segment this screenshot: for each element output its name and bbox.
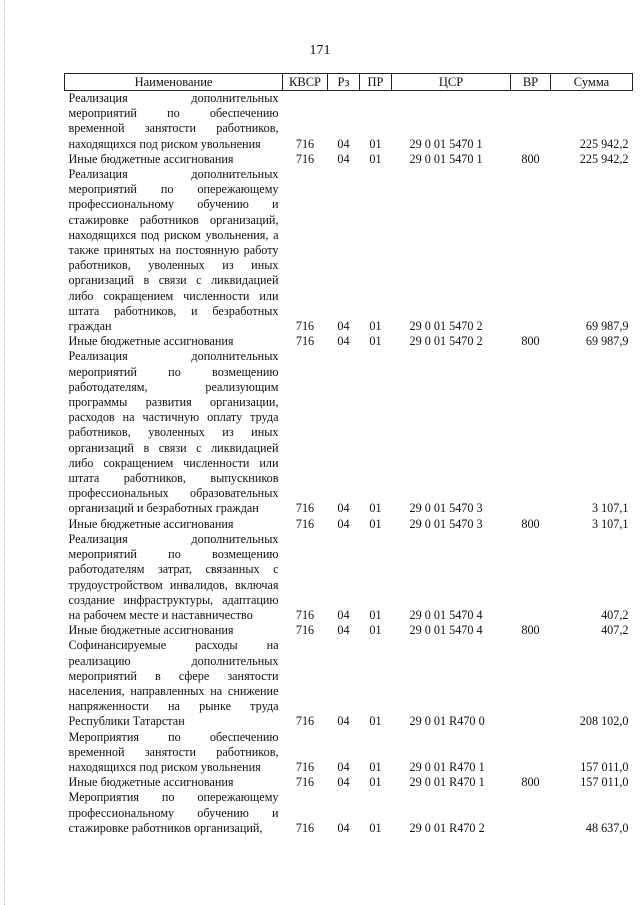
cell-rz: 04 <box>337 759 350 774</box>
cell-rz: 04 <box>337 501 350 516</box>
cell-sum: 225 942,2 <box>579 151 629 166</box>
cell-vr <box>511 349 551 516</box>
cell-name: Иные бюджетные ассигнования <box>68 516 234 531</box>
table-row <box>65 623 633 638</box>
header-name: Наименование <box>65 74 283 91</box>
cell-name: Реализация дополнительных мероприятий по возмещению работодателям затрат, связанных с трудоустройством инвалидов, включая создание инфраструктуры, адаптацию на рабочем месте и наставничество <box>68 531 279 622</box>
cell-kvsr: 716 <box>295 775 315 790</box>
cell-kvsr: 716 <box>295 820 315 835</box>
cell-sum: 69 987,9 <box>585 319 629 334</box>
cell-pr: 01 <box>369 759 382 774</box>
cell-rz: 04 <box>337 607 350 622</box>
cell-name: Мероприятия по опережающему профессиональному обучению и стажировке работников организаций, <box>68 790 279 835</box>
cell-name: Реализация дополнительных мероприятий по обеспечению временной занятости работников, находящихся под риском увольнения <box>68 91 279 151</box>
cell-rz: 04 <box>337 151 350 166</box>
cell-kvsr: 716 <box>295 319 315 334</box>
cell-vr: 800 <box>521 334 540 349</box>
cell-name: Реализация дополнительных мероприятий по возмещению работодателям, реализующим программы развития организации, расходов на частичную оплату труда работников, уволенных из иных организаций в связи с ликвидацией либо сокращением численности или штата работников, выпускников профессиональных образовательных организаций и безработных граждан <box>68 349 279 516</box>
cell-vr: 800 <box>521 151 540 166</box>
cell-rz: 04 <box>337 623 350 638</box>
cell-vr <box>511 730 551 776</box>
table-row <box>65 349 633 516</box>
cell-name: Софинансируемые расходы на реализацию дополнительных мероприятий в сфере занятости населения, направленных на снижение напряженности на рынке труда Республики Татарстан <box>68 638 279 729</box>
header-rz: Рз <box>328 74 360 91</box>
cell-name: Реализация дополнительных мероприятий по опережающему профессиональному обучению и стажировке работников организаций, находящихся под риском увольнения, а также принятых на постоянную работу работников, уволенных из иных организаций в связи с ликвидацией либо сокращением численности или штата работников, и безработных граждан <box>68 167 279 334</box>
cell-vr <box>511 790 551 836</box>
page-number: 171 <box>309 43 331 58</box>
table-row <box>65 334 633 349</box>
header-csr: ЦСР <box>392 74 511 91</box>
budget-table <box>64 73 633 836</box>
cell-sum: 157 011,0 <box>580 759 629 774</box>
cell-csr: 29 0 01 5470 4 <box>409 623 483 638</box>
cell-sum: 407,2 <box>601 623 629 638</box>
cell-pr: 01 <box>369 151 382 166</box>
header-pr: ПР <box>360 74 392 91</box>
cell-pr: 01 <box>369 775 382 790</box>
cell-rz: 04 <box>337 775 350 790</box>
table-row <box>65 730 633 776</box>
table-row <box>65 790 633 836</box>
cell-name: Иные бюджетные ассигнования <box>68 775 234 790</box>
cell-kvsr: 716 <box>295 714 315 729</box>
cell-kvsr: 716 <box>295 607 315 622</box>
cell-sum: 225 942,2 <box>579 136 629 151</box>
cell-kvsr: 716 <box>295 136 315 151</box>
cell-name: Иные бюджетные ассигнования <box>68 334 234 349</box>
cell-pr: 01 <box>369 607 382 622</box>
cell-pr: 01 <box>369 714 382 729</box>
cell-sum: 407,2 <box>601 607 629 622</box>
table-body <box>65 91 633 836</box>
cell-csr: 29 0 01 R470 1 <box>409 759 485 774</box>
table-row <box>65 775 633 790</box>
cell-vr <box>511 532 551 623</box>
cell-pr: 01 <box>369 623 382 638</box>
cell-rz: 04 <box>337 136 350 151</box>
cell-sum: 157 011,0 <box>580 775 629 790</box>
cell-sum: 3 107,1 <box>591 516 629 531</box>
header-kvsr: КВСР <box>283 74 328 91</box>
cell-sum: 48 637,0 <box>585 820 629 835</box>
table-row <box>65 638 633 729</box>
cell-rz: 04 <box>337 714 350 729</box>
cell-pr: 01 <box>369 820 382 835</box>
cell-vr <box>511 167 551 334</box>
cell-pr: 01 <box>369 319 382 334</box>
cell-vr: 800 <box>521 516 540 531</box>
cell-sum: 208 102,0 <box>579 714 629 729</box>
cell-csr: 29 0 01 R470 1 <box>409 775 485 790</box>
cell-csr: 29 0 01 5470 3 <box>409 501 483 516</box>
cell-rz: 04 <box>337 334 350 349</box>
cell-name: Иные бюджетные ассигнования <box>68 151 234 166</box>
cell-name: Мероприятия по обеспечению временной занятости работников, находящихся под риском увольнения <box>68 729 279 774</box>
table-header-row <box>65 74 633 91</box>
header-vr: ВР <box>511 74 551 91</box>
cell-sum: 69 987,9 <box>585 334 629 349</box>
cell-csr: 29 0 01 5470 1 <box>409 151 483 166</box>
cell-name: Иные бюджетные ассигнования <box>68 623 234 638</box>
table-row <box>65 91 633 152</box>
margin-perforation <box>4 0 5 905</box>
cell-pr: 01 <box>369 334 382 349</box>
cell-kvsr: 716 <box>295 501 315 516</box>
cell-kvsr: 716 <box>295 759 315 774</box>
cell-csr: 29 0 01 5470 2 <box>409 334 483 349</box>
cell-vr <box>511 638 551 729</box>
cell-pr: 01 <box>369 516 382 531</box>
cell-kvsr: 716 <box>295 334 315 349</box>
cell-vr: 800 <box>521 775 540 790</box>
cell-kvsr: 716 <box>295 516 315 531</box>
cell-csr: 29 0 01 R470 0 <box>409 714 485 729</box>
cell-vr <box>511 91 551 152</box>
cell-sum: 3 107,1 <box>591 501 629 516</box>
cell-kvsr: 716 <box>295 623 315 638</box>
cell-pr: 01 <box>369 136 382 151</box>
table-row <box>65 517 633 532</box>
cell-csr: 29 0 01 R470 2 <box>409 820 485 835</box>
table-row <box>65 167 633 334</box>
header-sum: Сумма <box>551 74 633 91</box>
table-row <box>65 532 633 623</box>
cell-csr: 29 0 01 5470 4 <box>409 607 483 622</box>
cell-rz: 04 <box>337 516 350 531</box>
cell-pr: 01 <box>369 501 382 516</box>
cell-csr: 29 0 01 5470 2 <box>409 319 483 334</box>
cell-csr: 29 0 01 5470 1 <box>409 136 483 151</box>
cell-rz: 04 <box>337 319 350 334</box>
cell-csr: 29 0 01 5470 3 <box>409 516 483 531</box>
table-row <box>65 152 633 167</box>
cell-vr: 800 <box>521 623 540 638</box>
cell-rz: 04 <box>337 820 350 835</box>
cell-kvsr: 716 <box>295 151 315 166</box>
